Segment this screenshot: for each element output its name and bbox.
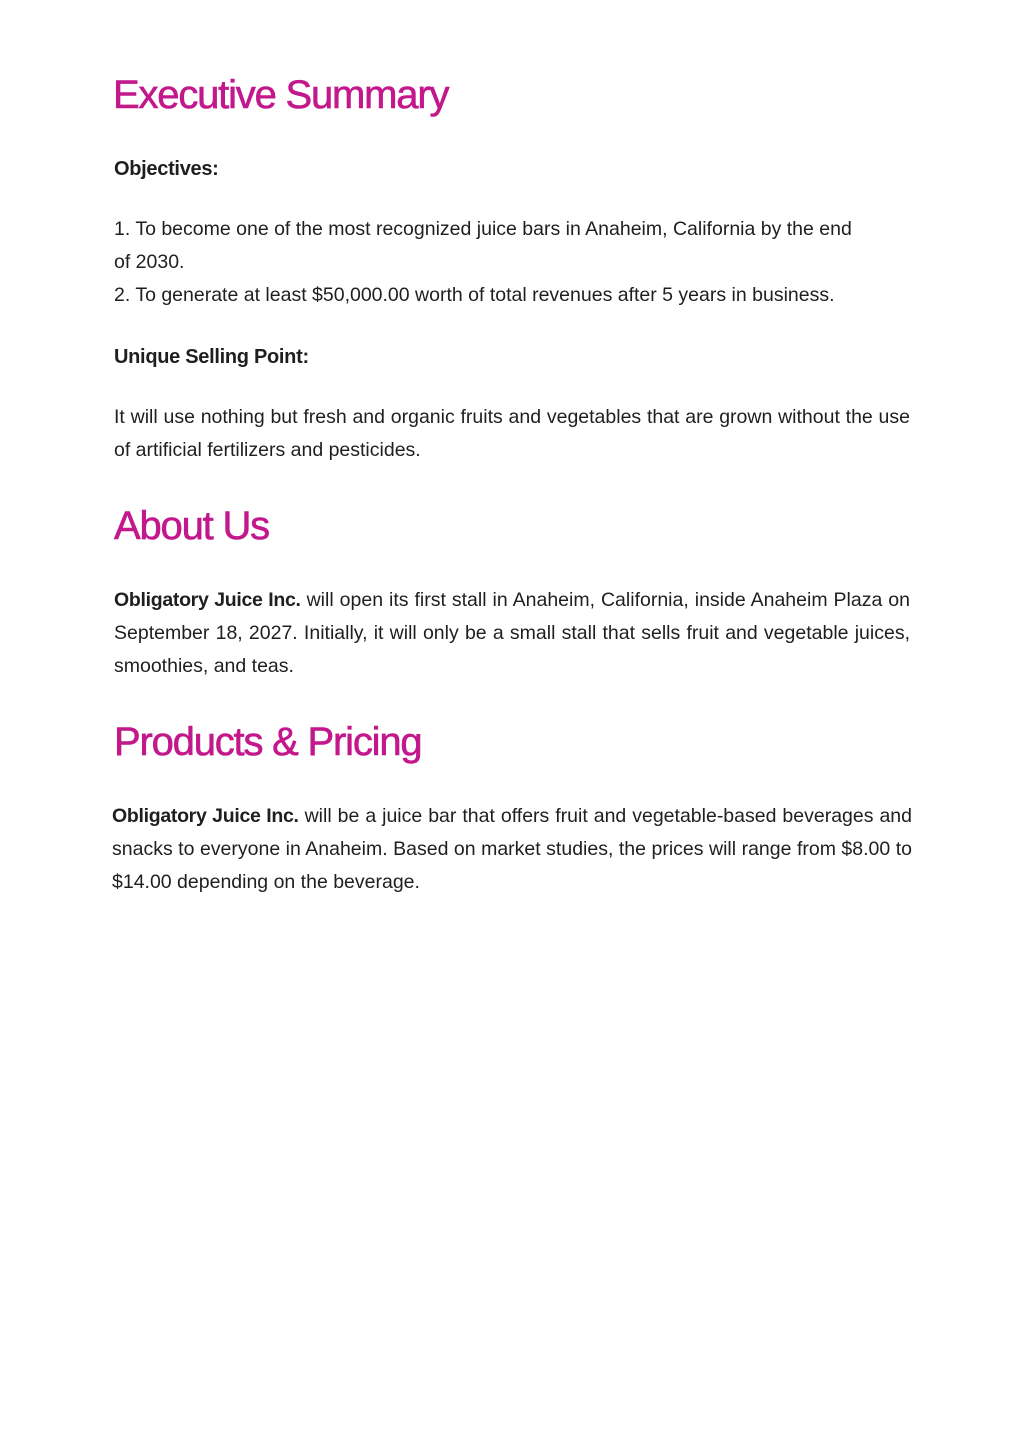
objective-2: 2. To generate at least $50,000.00 worth of total revenues after 5 years in business. — [114, 284, 835, 306]
products-pricing-heading: Products & Pricing — [114, 720, 422, 764]
unique-selling-point-label: Unique Selling Point: — [114, 346, 309, 368]
products-pricing-paragraph — [112, 800, 912, 899]
about-us-text: will open its first stall in Anaheim, California, inside Anaheim Plaza on September 18, 2027. Initially, it will only be a small stall that sells fruit and vegetable juices, smoothies, and teas. — [114, 589, 910, 677]
products-pricing-text: will be a juice bar that offers fruit and vegetable-based beverages and snacks to everyone in Anaheim. Based on market studies, the prices will range from $8.00 to $14.00 depending on the beverage. — [112, 805, 912, 893]
about-us-heading: About Us — [114, 504, 269, 548]
objective-1-line-2: of 2030. — [114, 251, 185, 273]
objectives-label: Objectives: — [114, 158, 219, 180]
products-pricing-company-name: Obligatory Juice Inc. — [112, 805, 299, 827]
about-us-paragraph — [114, 584, 910, 683]
objective-1-line-1: 1. To become one of the most recognized juice bars in Anaheim, California by the end — [114, 218, 852, 240]
executive-summary-heading: Executive Summary — [113, 73, 449, 117]
about-us-company-name: Obligatory Juice Inc. — [114, 589, 301, 611]
unique-selling-point-text: It will use nothing but fresh and organic fruits and vegetables that are grown without the use of artificial fertilizers and pesticides. — [114, 406, 910, 461]
